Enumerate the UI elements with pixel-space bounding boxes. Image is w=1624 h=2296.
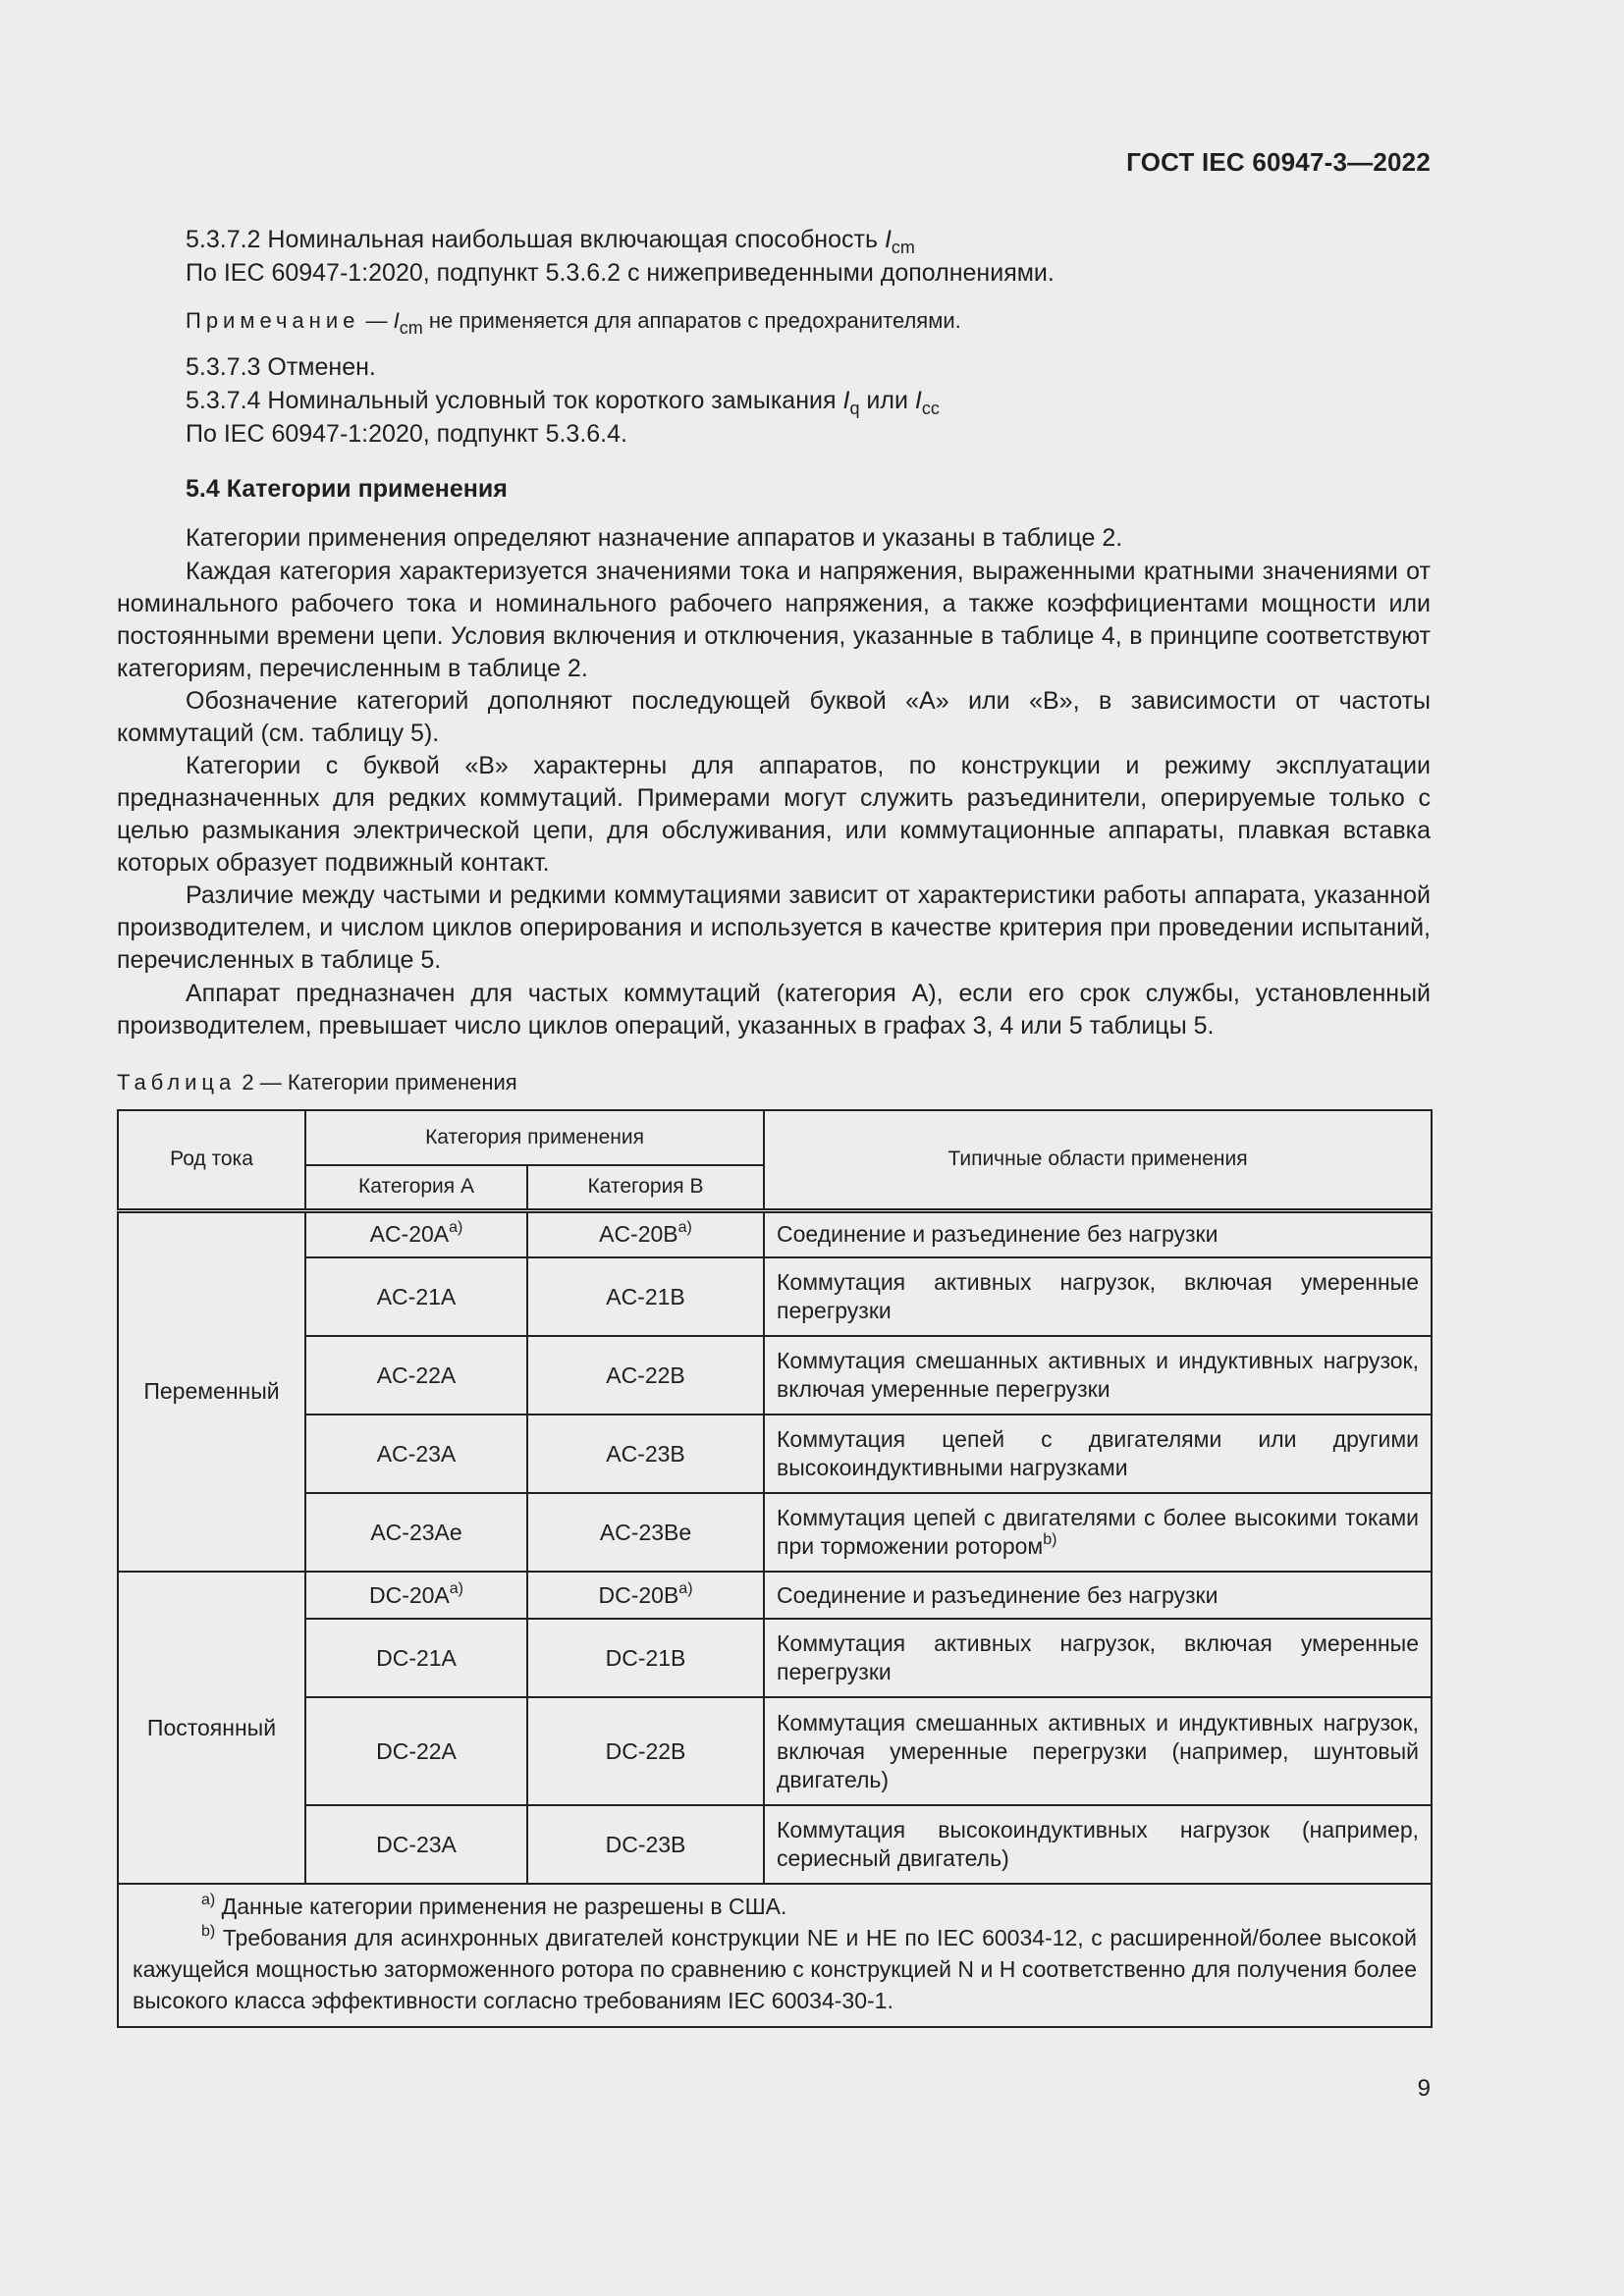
- table-caption: [117, 1070, 517, 1095]
- header-category-a: Категория А: [305, 1165, 527, 1210]
- category-a-cell: $AC-20A^{a)}$: [305, 1210, 527, 1257]
- table-row: [118, 1697, 1432, 1805]
- category-a-cell: AC-21A: [305, 1257, 527, 1336]
- header-current-type: Род тока: [118, 1110, 305, 1210]
- note-label: Примечание: [186, 308, 360, 333]
- clause-5-3-7-3: 5.3.7.3 Отменен.: [186, 353, 376, 381]
- group-name: Постоянный: [118, 1572, 305, 1884]
- paragraph: Аппарат предназначен для частых коммутаций (категория А), если его срок службы, установленный производителем, превышает число циклов операций, указанных в графах 3, 4 или 5 таблицы 5.: [117, 980, 1431, 1040]
- note-text: не применяется для аппаратов с предохранителями.: [422, 308, 961, 333]
- description-cell: Коммутация смешанных активных и индуктивных нагрузок, включая умеренные перегрузки: [764, 1336, 1432, 1415]
- paragraph: Различие между частыми и редкими коммутациями зависит от характеристики работы аппарата, указанной производителем, и числом циклов оперирования и используется в качестве критерия при проведении испытаний, перечисленных в таблице 5.: [117, 881, 1431, 974]
- category-b-cell: AC-21B: [527, 1257, 764, 1336]
- category-a-cell: $DC-20A^{a)}$: [305, 1572, 527, 1619]
- paragraph: Категории применения определяют назначение аппаратов и указаны в таблице 2.: [186, 524, 1123, 552]
- conjunction: или: [859, 387, 915, 414]
- clause-title: 5.3.7.2 Номинальная наибольшая включающая способность: [186, 226, 885, 253]
- category-a-cell: AC-23Ae: [305, 1493, 527, 1572]
- clause-5-3-7-4-ref: По IEC 60947-1:2020, подпункт 5.3.6.4.: [186, 420, 627, 448]
- description-cell: Коммутация цепей с двигателями или другими высокоиндуктивными нагрузками: [764, 1415, 1432, 1493]
- paragraph: Каждая категория характеризуется значениями тока и напряжения, выраженными кратными значениями от номинального рабочего тока и номинального рабочего напряжения, а также коэффициентами мощности или постоянными времени цепи. Условия включения и отключения, указанные в таблице 4, в принципе соответствуют категориям, перечисленным в таблице 2.: [117, 558, 1431, 682]
- category-b-cell: AC-23Be: [527, 1493, 764, 1572]
- category-b-cell: $DC-20B^{a)}$: [527, 1572, 764, 1619]
- category-a-cell: DC-23A: [305, 1805, 527, 1884]
- table-body: [118, 1210, 1432, 2027]
- symbol-cc: I: [914, 387, 922, 414]
- description-cell: Соединение и разъединение без нагрузки: [764, 1210, 1432, 1257]
- category-b-cell: $AC-20B^{a)}$: [527, 1210, 764, 1257]
- description-cell: Коммутация цепей с двигателями с более высокими токами при торможении ротором$^{b)}$: [764, 1493, 1432, 1572]
- clause-title: 5.3.7.4 Номинальный условный ток короткого замыкания: [186, 387, 843, 414]
- description-cell: Коммутация высокоиндуктивных нагрузок (например, сериесный двигатель): [764, 1805, 1432, 1884]
- category-b-cell: DC-23B: [527, 1805, 764, 1884]
- note: [186, 308, 961, 338]
- paragraph: Обозначение категорий дополняют последующей буквой «А» или «В», в зависимости от частоты коммутаций (см. таблицу 5).: [117, 687, 1431, 747]
- footnote-b: $^{b)}$ Требования для асинхронных двигателей конструкции NE и HE по IEC 60034-12, с расширенной/более высокой кажущейся мощностью заторможенного ротора по сравнению с конструкцией N и H соответственно для получения более высокого класса эффективности согласно требованиям IEC 60034-30-1.: [133, 1923, 1418, 2013]
- description-cell: Коммутация смешанных активных и индуктивных нагрузок, включая умеренные перегрузки (например, шунтовый двигатель): [764, 1697, 1432, 1805]
- paragraph: Категории с буквой «В» характерны для аппаратов, по конструкции и режиму эксплуатации предназначенных для редких коммутаций. Примерами могут служить разъединители, оперируемые только с целью размыкания электрической цепи, для обслуживания, или коммутационные аппараты, плавкая вставка которых образует подвижный контакт.: [117, 752, 1431, 877]
- table-row: [118, 1493, 1432, 1572]
- category-b-cell: DC-22B: [527, 1697, 764, 1805]
- clause-5-3-7-2: [186, 224, 915, 256]
- table-row: [118, 1619, 1432, 1697]
- description-cell: Коммутация активных нагрузок, включая умеренные перегрузки: [764, 1619, 1432, 1697]
- header-category: Категория применения: [305, 1110, 764, 1165]
- note-symbol: I: [393, 308, 400, 333]
- table-caption-text: 2 — Категории применения: [242, 1070, 517, 1095]
- note-dash: —: [359, 308, 394, 333]
- symbol: I: [884, 226, 892, 253]
- category-b-cell: AC-23B: [527, 1415, 764, 1493]
- group-name: Переменный: [118, 1210, 305, 1572]
- table-row: [118, 1805, 1432, 1884]
- category-b-cell: AC-22B: [527, 1336, 764, 1415]
- clause-5-3-7-4: [186, 385, 940, 417]
- footnote-a: $^{a)}$ Данные категории применения не разрешены в США.: [201, 1892, 787, 1919]
- description-cell: Соединение и разъединение без нагрузки: [764, 1572, 1432, 1619]
- header-typical-areas: Типичные области применения: [764, 1110, 1432, 1210]
- table-row: [118, 1257, 1432, 1336]
- table-row: [118, 1572, 1432, 1619]
- page-number: 9: [1417, 2075, 1431, 2102]
- categories-table: [117, 1109, 1433, 2028]
- table-row: [118, 1415, 1432, 1493]
- category-a-cell: DC-22A: [305, 1697, 527, 1805]
- table-caption-label: Таблица: [117, 1070, 237, 1095]
- category-b-cell: DC-21B: [527, 1619, 764, 1697]
- section-heading: 5.4 Категории применения: [186, 475, 508, 503]
- symbol-q: I: [842, 387, 850, 414]
- table-footnotes-row: [118, 1884, 1432, 2027]
- table-row: [118, 1210, 1432, 1257]
- note-subscript: cm: [399, 318, 423, 338]
- document-id: ГОСТ IEC 60947-3—2022: [1126, 147, 1431, 177]
- table-row: [118, 1336, 1432, 1415]
- description-cell: Коммутация активных нагрузок, включая умеренные перегрузки: [764, 1257, 1432, 1336]
- clause-5-3-7-2-ref: По IEC 60947-1:2020, подпункт 5.3.6.2 с нижеприведенными дополнениями.: [186, 259, 1055, 287]
- symbol-cc-subscript: cc: [921, 399, 940, 418]
- symbol-subscript: cm: [891, 238, 915, 257]
- category-a-cell: AC-23A: [305, 1415, 527, 1493]
- header-category-b: Категория В: [527, 1165, 764, 1210]
- table-footnotes: [118, 1884, 1432, 2027]
- category-a-cell: AC-22A: [305, 1336, 527, 1415]
- category-a-cell: DC-21A: [305, 1619, 527, 1697]
- symbol-q-subscript: q: [849, 399, 860, 418]
